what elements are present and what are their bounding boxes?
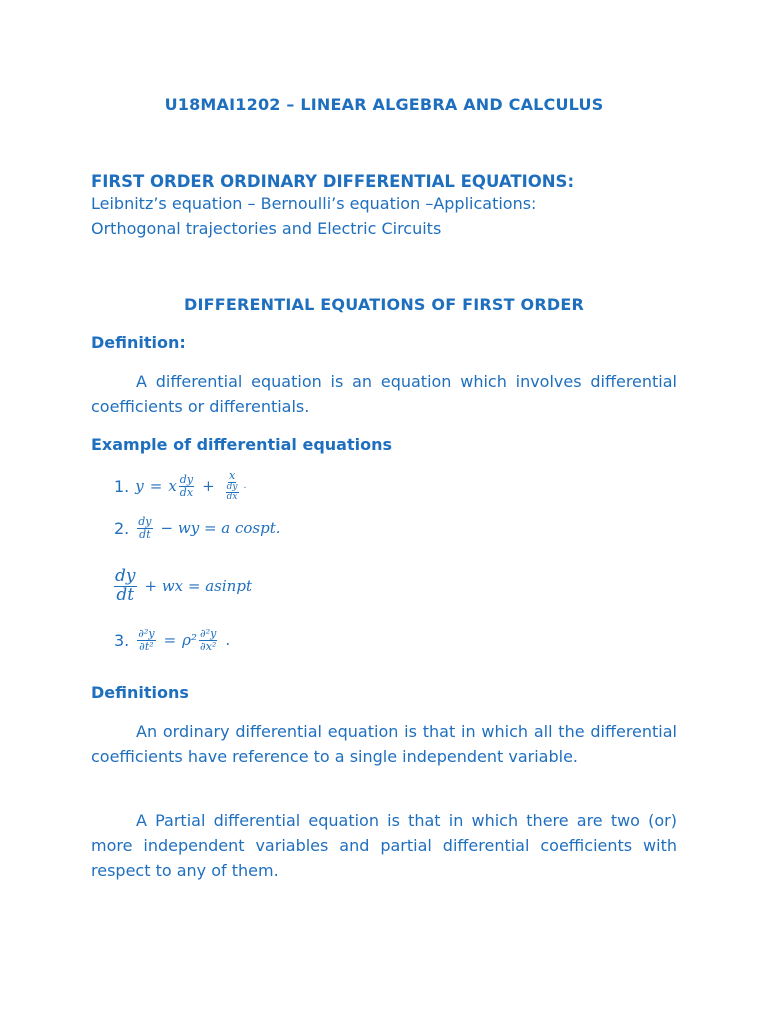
equation-1-equals: = xyxy=(149,477,163,496)
definition-heading: Definition: xyxy=(91,333,186,352)
equation-2 xyxy=(114,516,281,540)
equation-3-equals: = xyxy=(163,631,177,650)
equation-2b-rest: + wx = asinpt xyxy=(144,577,252,596)
definition-text: A differential equation is an equation which involves differential coefficients or differentials. xyxy=(91,372,677,416)
equation-2b-dydt: $\frac{dy}{dt}$ xyxy=(115,566,136,605)
equation-1-lhs: y xyxy=(135,477,144,496)
equation-1-plus: + xyxy=(202,477,215,496)
equation-2-dydt: $\frac{dy}{dt}$ xyxy=(138,515,152,541)
equation-3-rhs-fraction: $\frac{\text{∂²y}}{\text{∂x²}}$ xyxy=(200,627,217,653)
ode-definition: An ordinary differential equation is that in which all the differential coefficients have reference to a single independent variable. xyxy=(91,722,677,766)
unit-topics-line-1: Leibnitz’s equation – Bernoulli’s equation –Applications: xyxy=(91,194,537,213)
pde-definition: A Partial differential equation is that in which there are two (or) more independent variables and partial differential coefficients with respect to any of them. xyxy=(91,811,677,880)
equation-1: 1. y = x $\frac{dy}{dx}$ + $\frac{x}{\frac{dy}{dx}}$ . xyxy=(114,469,247,502)
equation-1-number: 1. xyxy=(114,476,130,496)
unit-topics-line-2: Orthogonal trajectories and Electric Circuits xyxy=(91,219,442,238)
definitions-heading: Definitions xyxy=(91,683,189,702)
equation-1-dydx: $\frac{dy}{dx}$ xyxy=(179,473,194,499)
equation-2-number: 2. xyxy=(114,518,130,538)
equation-3: 3. $\frac{\text{∂²y}}{\text{∂t²}}$ = ρ² $\frac{\text{∂²y}}{\text{∂x²}}$ . xyxy=(114,627,231,653)
equation-1-x: x xyxy=(168,477,177,496)
equation-3-rho: ρ² xyxy=(182,631,197,650)
equation-3-number: 3. xyxy=(114,630,130,650)
examples-heading: Example of differential equations xyxy=(91,435,392,454)
equation-2b xyxy=(112,568,252,605)
course-title: U18MAI1202 – LINEAR ALGEBRA AND CALCULUS xyxy=(164,95,604,114)
unit-title: FIRST ORDER ORDINARY DIFFERENTIAL EQUATIONS: xyxy=(91,172,575,191)
equation-3-lhs-fraction: $\frac{\text{∂²y}}{\text{∂t²}}$ xyxy=(138,627,155,653)
section-title: DIFFERENTIAL EQUATIONS OF FIRST ORDER xyxy=(184,295,584,314)
equation-1-x-over-dydx: $\frac{x}{\frac{dy}{dx}}$ xyxy=(226,469,238,502)
equation-2-rest: − wy = a cospt. xyxy=(160,519,281,538)
